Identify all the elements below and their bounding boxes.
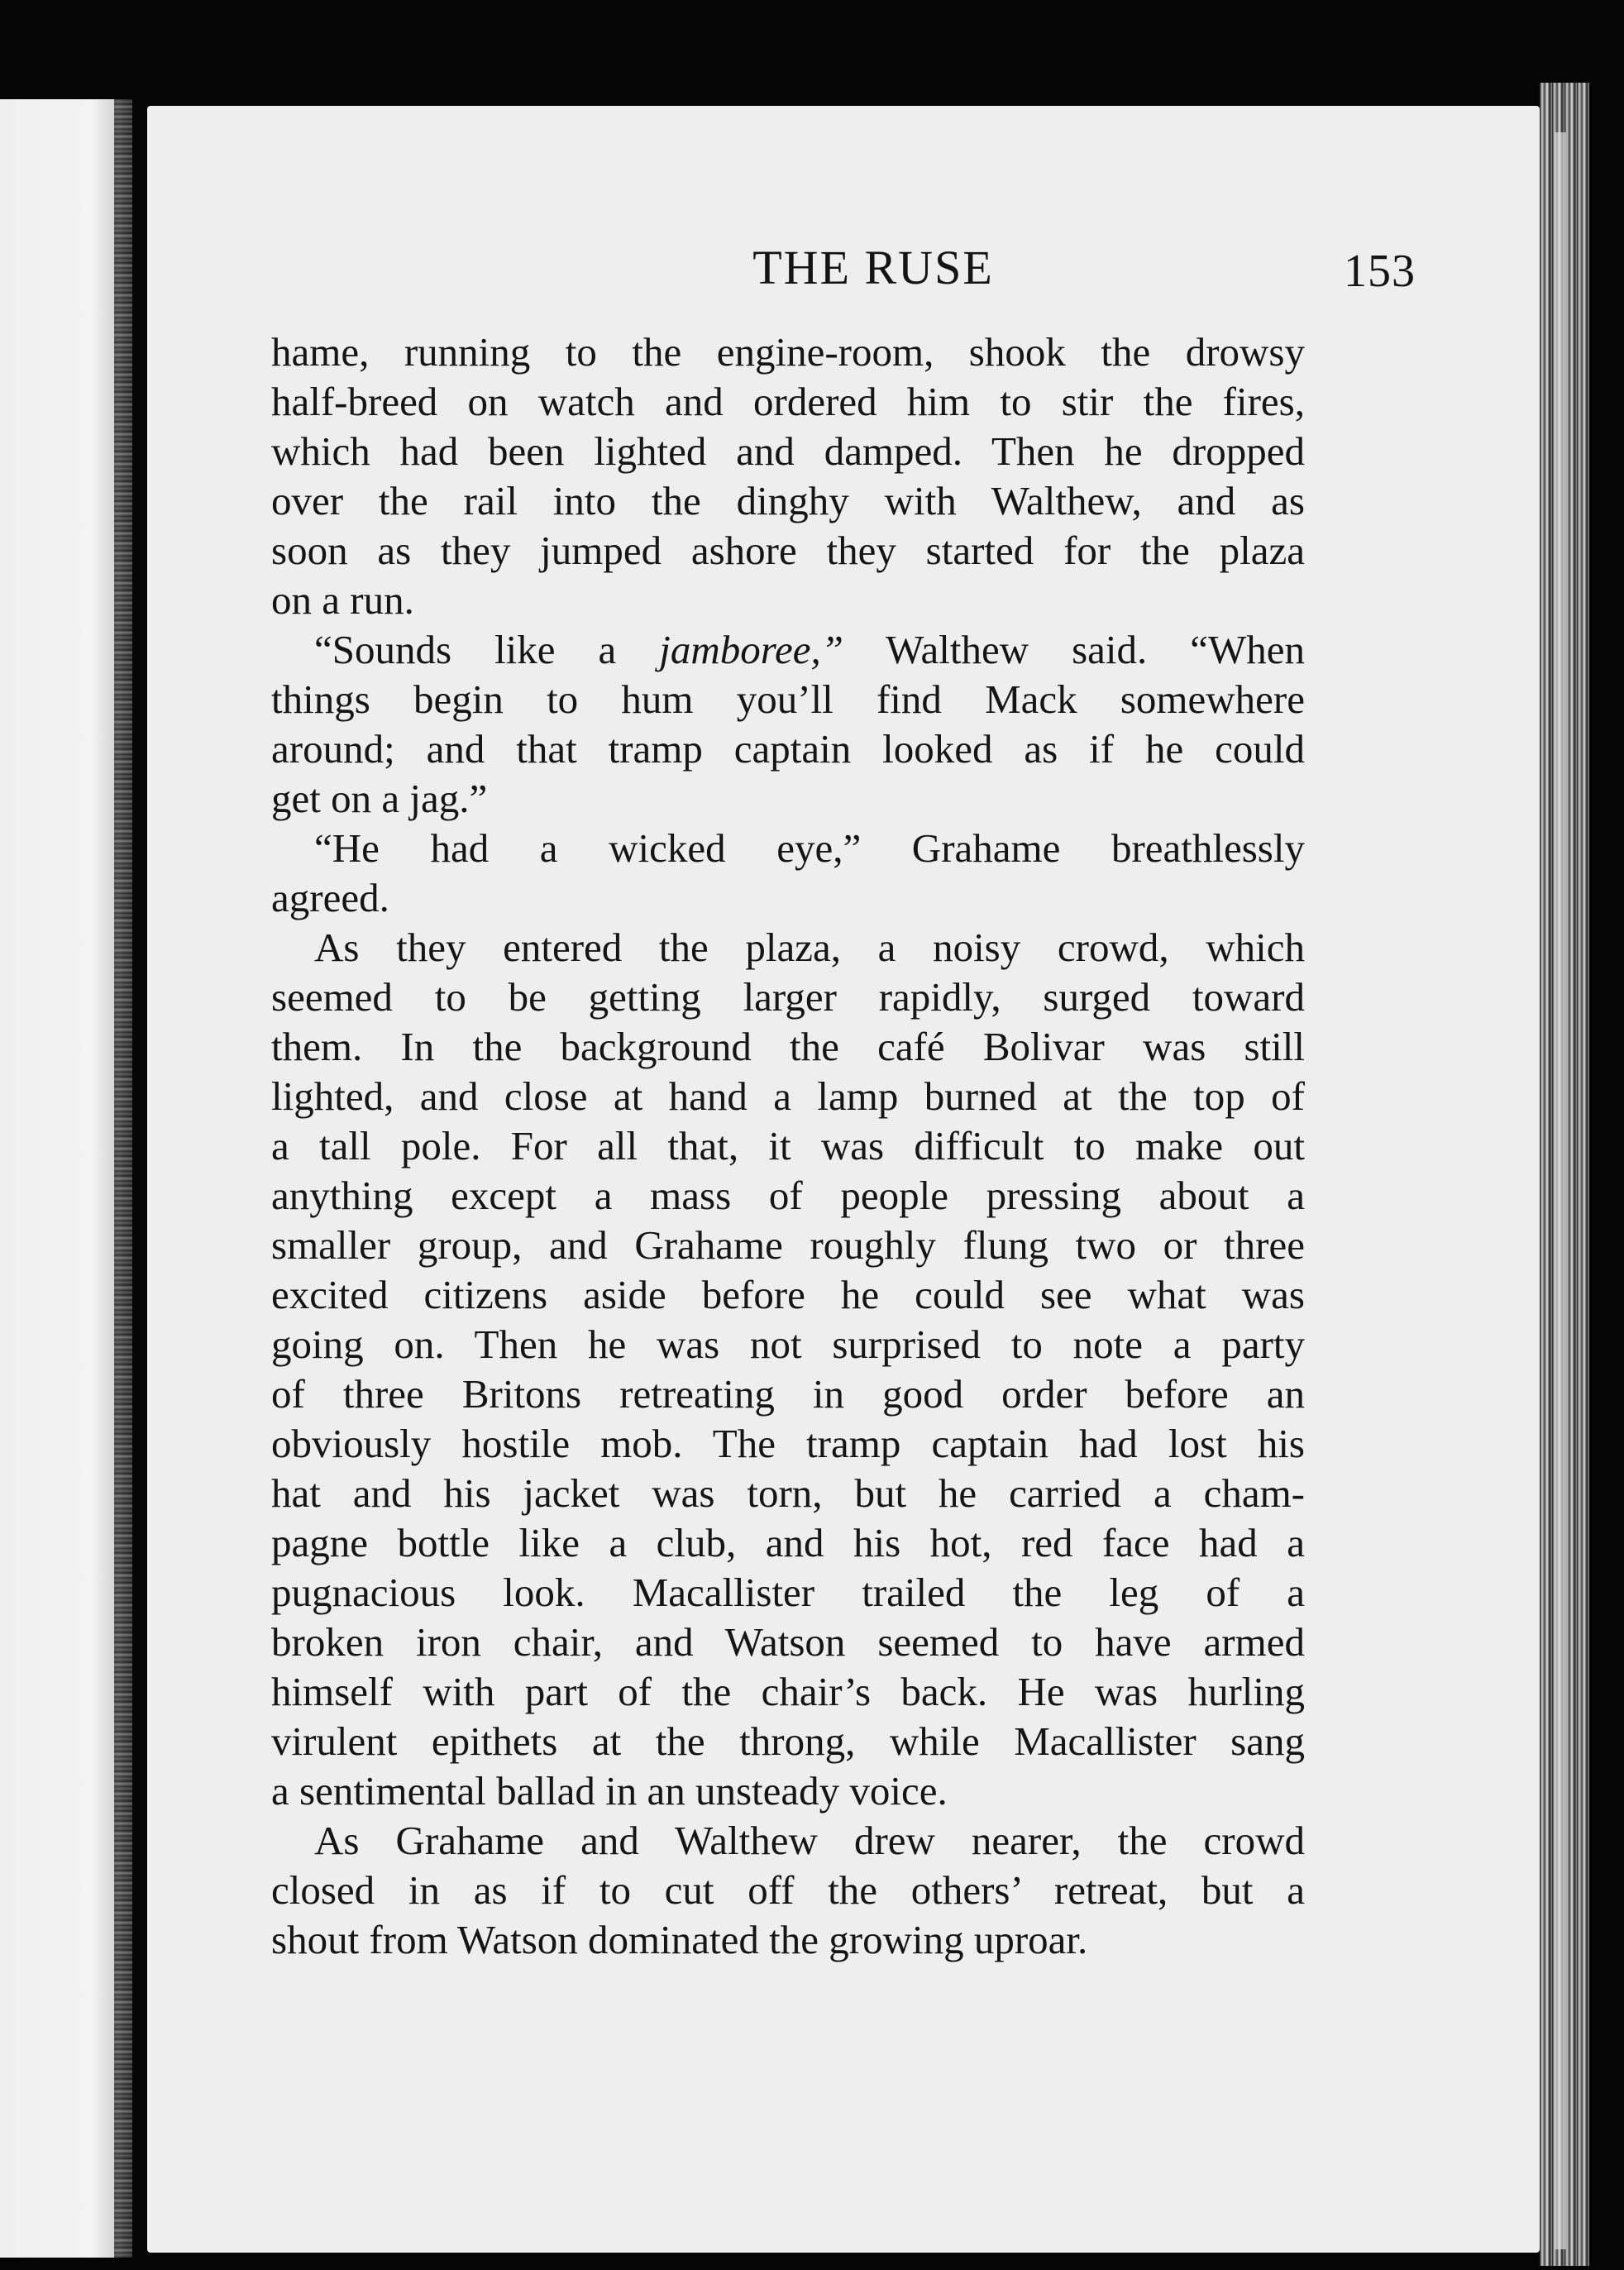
text-line: a tall pole. For all that, it was difficult to make out [271, 1123, 1305, 1168]
running-head [147, 240, 1540, 306]
text-line: hat and his jacket was torn, but he carried a cham- [271, 1470, 1305, 1516]
text-line: going on. Then he was not surprised to note a party [271, 1321, 1305, 1367]
text-line: half-breed on watch and ordered him to stir the fires, [271, 379, 1305, 424]
text-line: pagne bottle like a club, and his hot, red face had a [271, 1520, 1305, 1565]
text-line: seemed to be getting larger rapidly, surged toward [271, 974, 1305, 1020]
text-line: things begin to hum you’ll find Mack somewhere [271, 676, 1305, 722]
body-text [271, 327, 1305, 1965]
text-line: over the rail into the dinghy with Walthew, and as [271, 478, 1305, 523]
text-line: “He had a wicked eye,” Grahame breathlessly [314, 825, 1305, 871]
page-number: 153 [1344, 246, 1416, 297]
text-line: agreed. [271, 875, 389, 920]
text-line: anything except a mass of people pressing about a [271, 1173, 1305, 1218]
text-line: broken iron chair, and Watson seemed to have armed [271, 1619, 1305, 1665]
running-title: THE RUSE [752, 241, 994, 294]
text-line: closed in as if to cut off the others’ retreat, but a [271, 1867, 1305, 1913]
text-line: virulent epithets at the throng, while Macallister sang [271, 1718, 1305, 1764]
line-text-segment: “Sounds like a [314, 627, 660, 672]
text-line: which had been lighted and damped. Then he dropped [271, 428, 1305, 474]
text-line: get on a jag.” [271, 776, 488, 821]
text-line: excited citizens aside before he could see what was [271, 1272, 1305, 1317]
text-line: around; and that tramp captain looked as if he could [271, 726, 1305, 772]
text-line: them. In the background the café Bolivar was still [271, 1024, 1305, 1069]
left-page-edge [0, 99, 132, 2258]
text-line: lighted, and close at hand a lamp burned at the top of [271, 1073, 1305, 1119]
text-line: himself with part of the chair’s back. He was hurling [271, 1669, 1305, 1714]
text-line: on a run. [271, 577, 414, 623]
text-line: soon as they jumped ashore they started for the plaza [271, 528, 1305, 573]
text-line: of three Britons retreating in good order before an [271, 1371, 1305, 1417]
text-line [271, 625, 1305, 675]
text-line: obviously hostile mob. The tramp captain had lost his [271, 1421, 1305, 1466]
text-line: shout from Watson dominated the growing uproar. [271, 1917, 1088, 1962]
binding-gutter [114, 99, 132, 2258]
line-text-segment: Walthew said. “When [843, 627, 1305, 672]
text-line: As they entered the plaza, a noisy crowd, which [314, 925, 1305, 970]
text-line: smaller group, and Grahame roughly flung two or three [271, 1222, 1305, 1268]
text-line: pugnacious look. Macallister trailed the leg of a [271, 1570, 1305, 1615]
text-line: hame, running to the engine-room, shook the drowsy [271, 329, 1305, 375]
page-stack-highlight [1555, 132, 1566, 2249]
text-line: As Grahame and Walthew drew nearer, the crowd [314, 1818, 1305, 1863]
italic-word: jamboree,” [659, 627, 844, 672]
text-line: a sentimental ballad in an unsteady voice. [271, 1768, 948, 1814]
